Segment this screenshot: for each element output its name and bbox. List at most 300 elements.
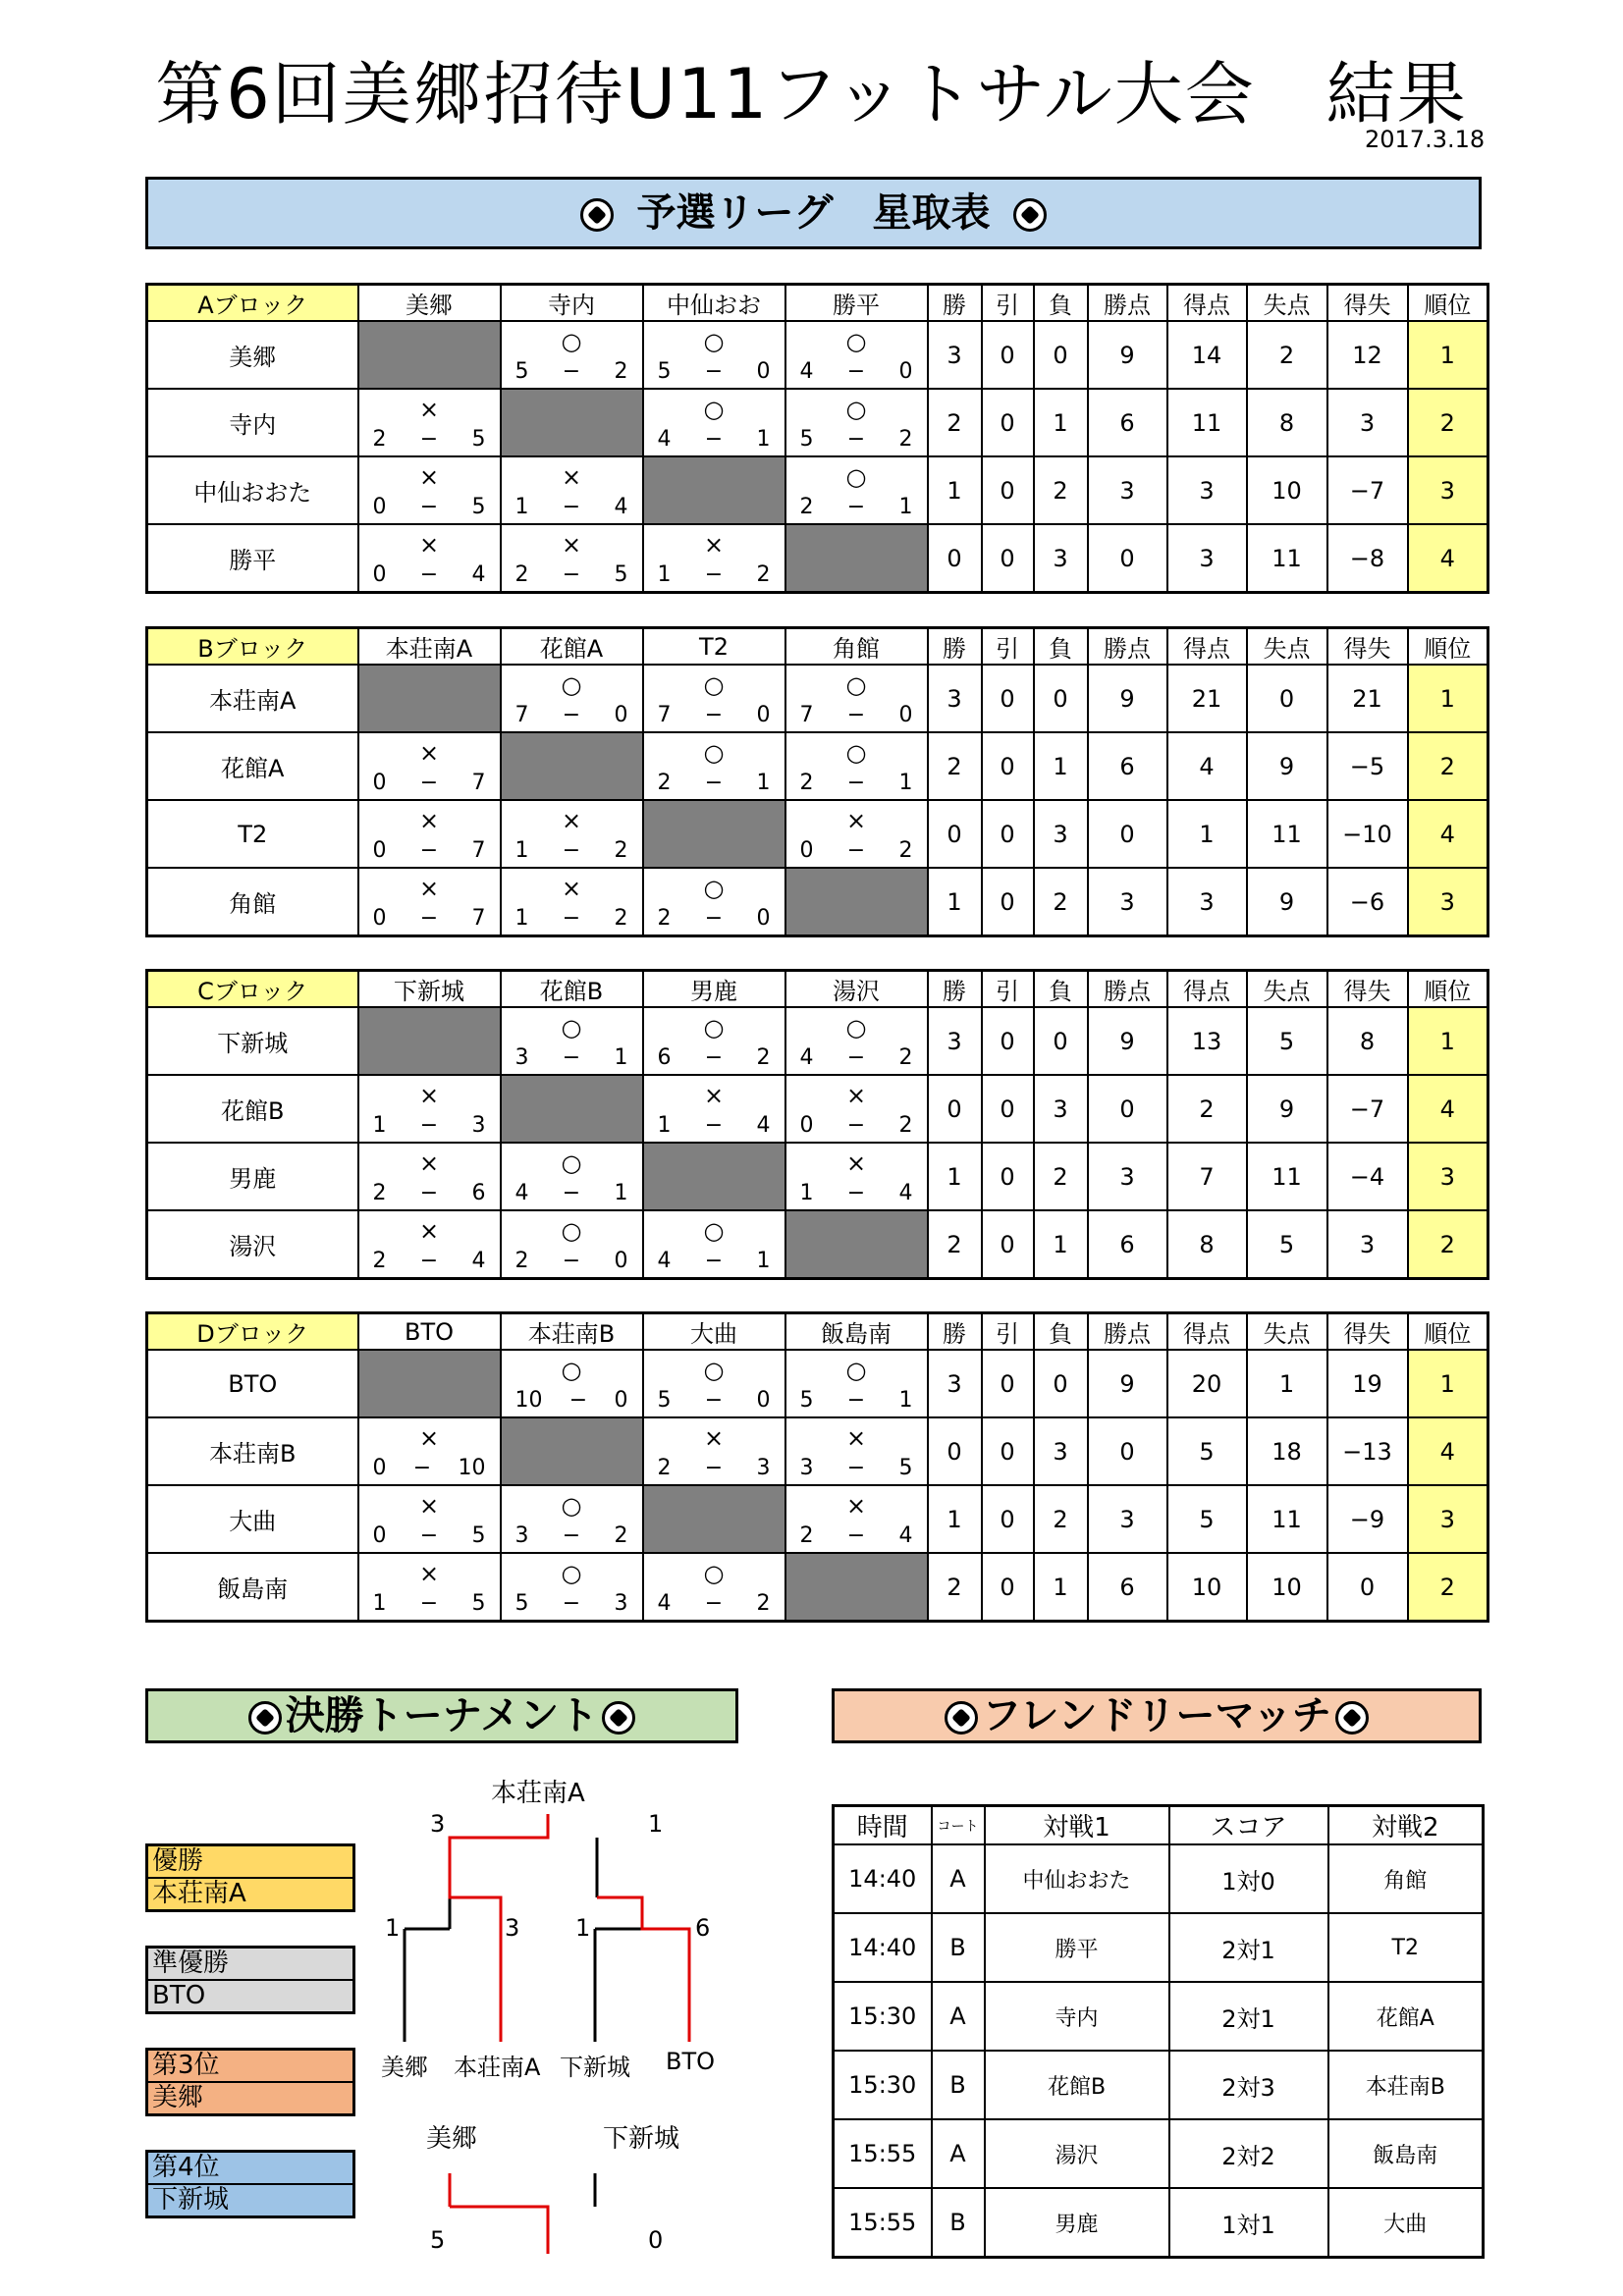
score-sep: − — [562, 906, 581, 931]
score-against: 5 — [898, 1456, 913, 1480]
stat-cell: 9 — [1088, 1007, 1167, 1075]
stat-cell: 1 — [928, 868, 982, 936]
score-for: 4 — [514, 1181, 529, 1205]
header-cell: 時間 — [834, 1806, 932, 1845]
result-mark: × — [418, 396, 440, 423]
friendly-cell: B — [932, 2188, 985, 2258]
score-against: 0 — [614, 703, 628, 727]
result-mark: × — [418, 1082, 440, 1109]
result-mark: × — [845, 1492, 867, 1520]
stat-cell: 9 — [1247, 732, 1327, 800]
result-mark: ○ — [845, 1357, 867, 1384]
block-name: Cブロック — [147, 971, 358, 1008]
score-sep: − — [846, 1388, 866, 1413]
stat-cell: 9 — [1088, 665, 1167, 732]
score-for: 4 — [799, 1045, 814, 1070]
stat-cell: 9 — [1088, 1350, 1167, 1417]
friendly-cell: 14:40 — [834, 1844, 932, 1913]
rank-cell: 2 — [1408, 389, 1488, 456]
stat-header: 勝点 — [1088, 628, 1167, 666]
stat-header: 順位 — [1408, 628, 1488, 666]
score-against: 4 — [471, 1249, 486, 1273]
score-against: 2 — [898, 427, 913, 452]
score-for: 0 — [372, 1523, 387, 1548]
stat-header: 失点 — [1247, 285, 1327, 322]
friendly-cell: 飯島南 — [1328, 2119, 1484, 2188]
stat-cell: −8 — [1327, 524, 1408, 593]
stat-header: 負 — [1034, 1313, 1088, 1351]
friendly-row — [834, 2119, 1484, 2188]
score-against: 1 — [898, 1388, 913, 1413]
score-against: 0 — [898, 703, 913, 727]
score-against: 0 — [756, 703, 771, 727]
stat-cell: 0 — [982, 732, 1034, 800]
stat-cell: −10 — [1327, 800, 1408, 868]
stat-cell: 0 — [928, 1417, 982, 1485]
result-mark: × — [418, 1424, 440, 1452]
semi1-score-right: 3 — [505, 1914, 520, 1942]
stat-header: 得点 — [1167, 971, 1247, 1008]
col-team-header: 角館 — [785, 628, 928, 666]
result-mark: ○ — [703, 1217, 725, 1245]
stat-cell: 3 — [1088, 456, 1167, 524]
stat-cell: −4 — [1327, 1143, 1408, 1210]
stat-cell: 0 — [1327, 1553, 1408, 1622]
score-against: 2 — [614, 359, 628, 384]
score-for: 5 — [514, 359, 529, 384]
score-sep: − — [846, 1113, 866, 1138]
score-for: 2 — [799, 1523, 814, 1548]
score-sep: − — [704, 1388, 724, 1413]
stat-cell: 0 — [982, 1350, 1034, 1417]
score-for: 0 — [372, 771, 387, 795]
col-team-header: BTO — [358, 1313, 501, 1351]
team-name: BTO — [147, 1350, 358, 1417]
stat-header: 順位 — [1408, 971, 1488, 1008]
third-place-score: 5 — [430, 2226, 446, 2254]
friendly-row — [834, 1844, 1484, 1913]
final-score-right: 1 — [648, 1810, 664, 1838]
team-name: 大曲 — [147, 1485, 358, 1553]
friendly-cell: A — [932, 1982, 985, 2051]
score-sep: − — [704, 1113, 724, 1138]
score-sep: − — [846, 838, 866, 863]
score-for: 3 — [799, 1456, 814, 1480]
score-against: 4 — [898, 1523, 913, 1548]
bracket-winner-line — [597, 1897, 689, 2042]
bracket-team: 本荘南A — [454, 2054, 541, 2081]
rank-cell: 2 — [1408, 1553, 1488, 1622]
stat-cell: 0 — [982, 1553, 1034, 1622]
stat-cell: 5 — [1247, 1210, 1327, 1279]
rank-cell: 1 — [1408, 1350, 1488, 1417]
third-place-team: 美郷 — [426, 2124, 478, 2154]
stat-cell: 3 — [928, 665, 982, 732]
col-team-header: 本荘南A — [358, 628, 501, 666]
score-sep: − — [562, 838, 581, 863]
stat-header: 得失 — [1327, 971, 1408, 1008]
stat-cell: 5 — [1167, 1485, 1247, 1553]
score-sep: − — [704, 1045, 724, 1070]
stat-cell: 6 — [1088, 732, 1167, 800]
result-mark: × — [418, 739, 440, 767]
stat-cell: 1 — [1034, 732, 1088, 800]
friendly-cell: 大曲 — [1328, 2188, 1484, 2258]
friendly-cell: 2対1 — [1169, 1982, 1328, 2051]
result-mark: ○ — [561, 1149, 582, 1177]
semi1-score-left: 1 — [385, 1914, 401, 1942]
score-for: 4 — [799, 359, 814, 384]
result-team: BTO — [148, 1979, 352, 2011]
friendly-banner-text: フレンドリーマッチ — [982, 1693, 1331, 1738]
stat-cell: 11 — [1247, 1143, 1327, 1210]
stat-cell: 3 — [1088, 1143, 1167, 1210]
score-sep: − — [704, 1456, 724, 1480]
stat-cell: 0 — [1088, 1417, 1167, 1485]
stat-cell: 18 — [1247, 1417, 1327, 1485]
score-sep: − — [419, 1249, 439, 1273]
score-for: 0 — [372, 906, 387, 931]
stat-cell: 11 — [1247, 800, 1327, 868]
result-mark: × — [418, 1149, 440, 1177]
score-for: 5 — [657, 1388, 672, 1413]
friendly-cell: 15:55 — [834, 2119, 932, 2188]
score-for: 0 — [799, 838, 814, 863]
col-team-header: 飯島南 — [785, 1313, 928, 1351]
stat-cell: 3 — [1327, 389, 1408, 456]
result-mark: ○ — [703, 328, 725, 355]
col-team-header: 男鹿 — [643, 971, 785, 1008]
score-sep: − — [704, 359, 724, 384]
result-mark: × — [703, 531, 725, 559]
result-mark: ○ — [845, 1014, 867, 1041]
stat-cell: 21 — [1167, 665, 1247, 732]
score-for: 5 — [657, 359, 672, 384]
score-for: 0 — [372, 562, 387, 587]
result-mark: × — [418, 1492, 440, 1520]
stat-cell: 4 — [1167, 732, 1247, 800]
rank-cell: 1 — [1408, 321, 1488, 389]
score-sep: − — [846, 703, 866, 727]
score-sep: − — [419, 1591, 439, 1616]
score-sep: − — [412, 1456, 432, 1480]
score-against: 5 — [614, 562, 628, 587]
friendly-row — [834, 1982, 1484, 2051]
stat-header: 引 — [982, 1313, 1034, 1351]
bracket-team: 美郷 — [381, 2054, 428, 2081]
result-mark: × — [561, 531, 582, 559]
score-against: 0 — [756, 359, 771, 384]
score-sep: − — [704, 771, 724, 795]
team-name: 下新城 — [147, 1007, 358, 1075]
score-sep: − — [419, 1181, 439, 1205]
stat-header: 失点 — [1247, 971, 1327, 1008]
friendly-cell: T2 — [1328, 1913, 1484, 1982]
tournament-banner-text: 決勝トーナメント — [285, 1693, 599, 1738]
score-sep: − — [846, 359, 866, 384]
score-sep: − — [419, 838, 439, 863]
friendly-cell: 角館 — [1328, 1844, 1484, 1913]
stat-cell: 3 — [1167, 868, 1247, 936]
stat-cell: 2 — [1034, 456, 1088, 524]
score-against: 0 — [614, 1249, 628, 1273]
score-for: 1 — [657, 562, 672, 587]
score-for: 4 — [657, 1249, 672, 1273]
score-sep: − — [846, 427, 866, 452]
stat-cell: 1 — [1167, 800, 1247, 868]
stat-cell: 0 — [1088, 524, 1167, 593]
stat-cell: 0 — [928, 1075, 982, 1143]
stat-cell: 3 — [928, 321, 982, 389]
score-against: 2 — [898, 838, 913, 863]
stat-cell: 0 — [982, 1007, 1034, 1075]
stat-cell: 6 — [1088, 1553, 1167, 1622]
bracket-team: BTO — [666, 2048, 716, 2075]
stat-cell: 0 — [1088, 800, 1167, 868]
result-mark: ○ — [703, 671, 725, 699]
score-sep: − — [704, 1591, 724, 1616]
score-sep: − — [846, 1456, 866, 1480]
score-against: 4 — [756, 1113, 771, 1138]
stat-cell: 0 — [1034, 1350, 1088, 1417]
stat-cell: 2 — [1167, 1075, 1247, 1143]
friendly-cell: 本荘南B — [1328, 2051, 1484, 2119]
stat-cell: 12 — [1327, 321, 1408, 389]
score-sep: − — [562, 703, 581, 727]
rank-cell: 3 — [1408, 1143, 1488, 1210]
friendly-cell: 2対2 — [1169, 2119, 1328, 2188]
stat-cell: 9 — [1247, 868, 1327, 936]
stat-cell: 3 — [928, 1350, 982, 1417]
stat-header: 得点 — [1167, 1313, 1247, 1351]
score-sep: − — [704, 906, 724, 931]
stat-header: 得失 — [1327, 1313, 1408, 1351]
stat-header: 負 — [1034, 971, 1088, 1008]
rank-cell: 1 — [1408, 665, 1488, 732]
stat-cell: −7 — [1327, 1075, 1408, 1143]
friendly-cell: 2対3 — [1169, 2051, 1328, 2119]
result-mark: ○ — [845, 463, 867, 491]
bracket-winner-line — [450, 2207, 548, 2254]
stat-cell: 14 — [1167, 321, 1247, 389]
friendly-row — [834, 2051, 1484, 2119]
stat-cell: 0 — [982, 389, 1034, 456]
rank-cell: 1 — [1408, 1007, 1488, 1075]
header-cell: コート — [932, 1806, 985, 1845]
stat-cell: 8 — [1167, 1210, 1247, 1279]
score-against: 4 — [471, 562, 486, 587]
score-for: 2 — [657, 1456, 672, 1480]
league-banner-text: 予選リーグ 星取表 — [636, 190, 991, 236]
score-against: 1 — [898, 495, 913, 519]
stat-cell: −13 — [1327, 1417, 1408, 1485]
score-against: 5 — [471, 1591, 486, 1616]
result-team: 美郷 — [148, 2081, 352, 2113]
score-against: 6 — [471, 1181, 486, 1205]
col-team-header: 花館A — [501, 628, 643, 666]
stat-cell: 2 — [1034, 868, 1088, 936]
result-mark: × — [561, 875, 582, 902]
semi2-score-left: 1 — [575, 1914, 591, 1942]
result-mark: × — [703, 1424, 725, 1452]
result-mark: ○ — [561, 1492, 582, 1520]
friendly-cell: A — [932, 2119, 985, 2188]
col-team-header: 花館B — [501, 971, 643, 1008]
stat-cell: 0 — [982, 1143, 1034, 1210]
stat-header: 勝 — [928, 285, 982, 322]
stat-cell: 2 — [928, 1210, 982, 1279]
team-name: 男鹿 — [147, 1143, 358, 1210]
result-mark: ○ — [845, 396, 867, 423]
score-sep: − — [568, 1388, 588, 1413]
result-mark: × — [418, 1217, 440, 1245]
col-team-header: 本荘南B — [501, 1313, 643, 1351]
stat-cell: 0 — [1088, 1075, 1167, 1143]
score-for: 7 — [799, 703, 814, 727]
stat-cell: 3 — [1034, 800, 1088, 868]
friendly-cell: 1対0 — [1169, 1844, 1328, 1913]
stat-header: 得点 — [1167, 628, 1247, 666]
score-for: 6 — [657, 1045, 672, 1070]
col-team-header: 大曲 — [643, 1313, 785, 1351]
stat-cell: 0 — [1034, 665, 1088, 732]
stat-header: 勝点 — [1088, 285, 1167, 322]
friendly-cell: 2対1 — [1169, 1913, 1328, 1982]
score-sep: − — [846, 495, 866, 519]
result-mark: × — [418, 1560, 440, 1587]
stat-cell: −9 — [1327, 1485, 1408, 1553]
team-name: 本荘南B — [147, 1417, 358, 1485]
stat-cell: 20 — [1167, 1350, 1247, 1417]
score-for: 1 — [514, 906, 529, 931]
friendly-cell: 15:55 — [834, 2188, 932, 2258]
stat-header: 失点 — [1247, 1313, 1327, 1351]
third-place-score: 0 — [648, 2226, 664, 2254]
team-name: T2 — [147, 800, 358, 868]
friendly-cell: 15:30 — [834, 2051, 932, 2119]
result-mark: ○ — [703, 396, 725, 423]
stat-cell: 3 — [1034, 524, 1088, 593]
col-team-header: 勝平 — [785, 285, 928, 322]
col-team-header: 下新城 — [358, 971, 501, 1008]
team-name: 勝平 — [147, 524, 358, 593]
result-mark: ○ — [561, 1014, 582, 1041]
champion-name: 本荘南A — [491, 1779, 585, 1808]
score-against: 1 — [756, 771, 771, 795]
stat-cell: 0 — [1034, 321, 1088, 389]
stat-cell: 3 — [1088, 1485, 1167, 1553]
stat-cell: 9 — [1247, 1075, 1327, 1143]
stat-cell: 3 — [1088, 868, 1167, 936]
stat-cell: 1 — [928, 1143, 982, 1210]
rank-cell: 3 — [1408, 1485, 1488, 1553]
score-sep: − — [419, 427, 439, 452]
stat-header: 勝 — [928, 971, 982, 1008]
header-cell: 対戦1 — [985, 1806, 1169, 1845]
friendly-header-row — [834, 1806, 1484, 1845]
col-team-header: 寺内 — [501, 285, 643, 322]
result-mark: × — [845, 1082, 867, 1109]
date: 2017.3.18 — [1365, 126, 1486, 153]
score-sep: − — [846, 1045, 866, 1070]
score-against: 2 — [614, 838, 628, 863]
rank-cell: 2 — [1408, 1210, 1488, 1279]
stat-header: 勝 — [928, 628, 982, 666]
score-sep: − — [704, 1249, 724, 1273]
friendly-cell: 15:30 — [834, 1982, 932, 2051]
result-mark: ○ — [561, 328, 582, 355]
score-for: 1 — [799, 1181, 814, 1205]
score-for: 2 — [372, 1249, 387, 1273]
stat-cell: 2 — [1247, 321, 1327, 389]
stat-cell: 0 — [982, 1485, 1034, 1553]
stat-cell: 1 — [1247, 1350, 1327, 1417]
result-mark: ○ — [703, 875, 725, 902]
stat-cell: 11 — [1247, 1485, 1327, 1553]
score-against: 4 — [614, 495, 628, 519]
stat-cell: 0 — [982, 321, 1034, 389]
stat-header: 勝 — [928, 1313, 982, 1351]
stat-cell: 3 — [928, 1007, 982, 1075]
score-sep: − — [846, 771, 866, 795]
score-against: 1 — [614, 1181, 628, 1205]
stat-cell: 0 — [982, 1210, 1034, 1279]
score-against: 0 — [756, 906, 771, 931]
score-against: 2 — [756, 1591, 771, 1616]
result-mark: × — [418, 531, 440, 559]
score-sep: − — [562, 1045, 581, 1070]
bracket-team: 下新城 — [560, 2054, 630, 2081]
semi2-score-right: 6 — [695, 1914, 711, 1942]
team-name: 湯沢 — [147, 1210, 358, 1279]
friendly-cell: 寺内 — [985, 1982, 1169, 2051]
score-against: 4 — [898, 1181, 913, 1205]
result-mark: × — [845, 1149, 867, 1177]
score-sep: − — [704, 703, 724, 727]
friendly-table — [832, 1804, 1485, 2259]
result-mark: × — [418, 463, 440, 491]
result-mark: ○ — [703, 1014, 725, 1041]
score-against: 2 — [614, 1523, 628, 1548]
score-against: 10 — [458, 1456, 486, 1480]
stat-header: 勝点 — [1088, 1313, 1167, 1351]
stat-cell: 0 — [982, 1075, 1034, 1143]
stat-cell: 8 — [1327, 1007, 1408, 1075]
score-for: 3 — [514, 1045, 529, 1070]
col-team-header: 湯沢 — [785, 971, 928, 1008]
score-against: 0 — [898, 359, 913, 384]
score-against: 1 — [614, 1045, 628, 1070]
result-mark: × — [418, 875, 440, 902]
score-for: 0 — [372, 495, 387, 519]
score-sep: − — [562, 359, 581, 384]
block-name: Bブロック — [147, 628, 358, 666]
score-for: 2 — [799, 771, 814, 795]
stat-cell: 3 — [1327, 1210, 1408, 1279]
result-mark: ○ — [561, 1357, 582, 1384]
stat-cell: 21 — [1327, 665, 1408, 732]
score-against: 7 — [471, 771, 486, 795]
score-against: 5 — [471, 1523, 486, 1548]
header-cell: 対戦2 — [1328, 1806, 1484, 1845]
score-sep: − — [562, 562, 581, 587]
stat-cell: 10 — [1167, 1553, 1247, 1622]
stat-header: 勝点 — [1088, 971, 1167, 1008]
score-for: 5 — [799, 427, 814, 452]
rank-cell: 4 — [1408, 524, 1488, 593]
score-against: 3 — [614, 1591, 628, 1616]
stat-header: 引 — [982, 971, 1034, 1008]
